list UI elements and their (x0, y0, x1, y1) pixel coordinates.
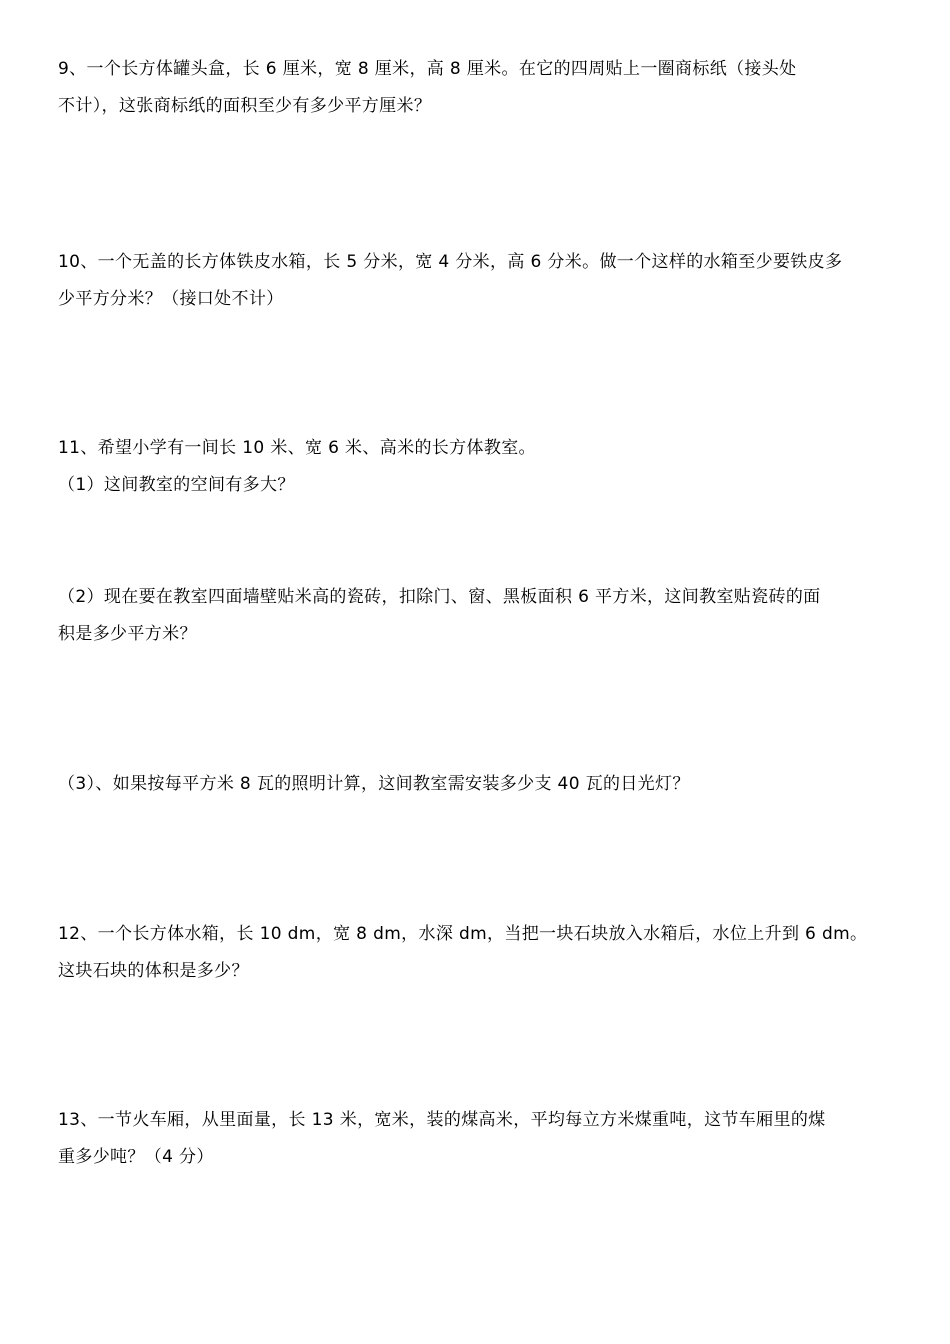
question-10-line-2: 少平方分米？（接口处不计） (58, 289, 284, 309)
question-10-line-1: 10、一个无盖的长方体铁皮水箱，长 5 分米，宽 4 分米，高 6 分米。做一个这样的水箱至少要铁皮多 (58, 252, 843, 272)
question-12-line-2: 这块石块的体积是多少？ (58, 961, 249, 981)
question-13-line-2: 重多少吨？（4 分） (58, 1147, 214, 1167)
question-11-part-3: （3）、如果按每平方米 8 瓦的照明计算，这间教室需安装多少支 40 瓦的日光灯？ (58, 774, 690, 794)
question-11-part-1: （1）这间教室的空间有多大？ (58, 475, 295, 495)
question-9-line-2: 不计），这张商标纸的面积至少有多少平方厘米？ (58, 96, 432, 116)
question-11-intro: 11、希望小学有一间长 10 米、宽 6 米、高米的长方体教室。 (58, 438, 536, 458)
question-13-line-1: 13、一节火车厢，从里面量，长 13 米，宽米，装的煤高米，平均每立方米煤重吨，这节车厢里的煤 (58, 1110, 826, 1130)
question-11-part-2-line-2: 积是多少平方米？ (58, 624, 197, 644)
question-12-line-1: 12、一个长方体水箱，长 10 dm，宽 8 dm，水深 dm，当把一块石块放入水箱后，水位上升到 6 dm。 (58, 924, 868, 944)
question-9-line-1: 9、一个长方体罐头盒，长 6 厘米，宽 8 厘米，高 8 厘米。在它的四周贴上一圈商标纸（接头处 (58, 59, 797, 79)
question-11-part-2-line-1: （2）现在要在教室四面墙壁贴米高的瓷砖，扣除门、窗、黑板面积 6 平方米，这间教室贴瓷砖的面 (58, 587, 821, 607)
